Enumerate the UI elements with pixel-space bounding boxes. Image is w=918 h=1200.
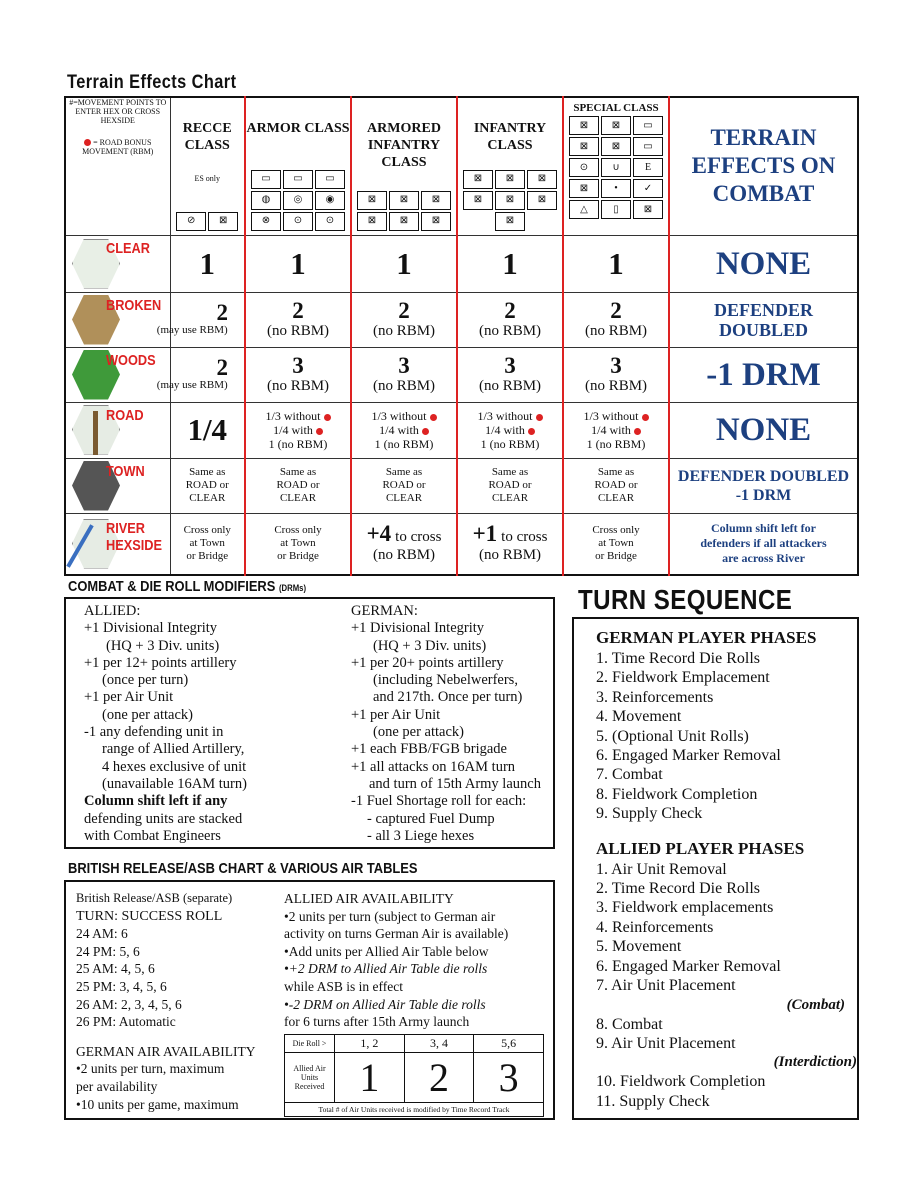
- broken-armor: 2 (no RBM): [245, 292, 351, 347]
- allied-phase: 1. Air Unit Removal: [596, 860, 727, 878]
- special-unit-icon: •: [601, 179, 631, 198]
- air-roll: 3, 4: [404, 1035, 474, 1053]
- allied-phase: 9. Air Unit Placement: [596, 1034, 736, 1052]
- air-table-footnote: Total # of Air Units received is modified by Time Record Track: [285, 1103, 544, 1117]
- woods-recce: 2 (may use RBM): [170, 347, 245, 402]
- german-phase: 9. Supply Check: [596, 805, 703, 823]
- clear-effect: NONE: [669, 235, 858, 292]
- rbm-dot-icon: [642, 414, 649, 421]
- german-air-title: GERMAN AIR AVAILABILITY: [76, 1043, 256, 1059]
- allied-phase: 5. Movement: [596, 938, 682, 956]
- rbm-dot-icon: [528, 428, 535, 435]
- british-release-box: [64, 880, 555, 1120]
- woods-armored-infantry: 3 (no RBM): [351, 347, 457, 402]
- special-unit-icon: ⊙: [569, 158, 599, 177]
- rbm-dot-icon: [634, 428, 641, 435]
- river-armored-infantry: +4 to cross (no RBM): [351, 513, 457, 575]
- release-roll: 26 AM: 2, 3, 4, 5, 6: [76, 996, 182, 1012]
- row-river-hexside: [65, 513, 858, 575]
- german-phase: 7. Combat: [596, 766, 663, 784]
- terrain-effects-chart: [64, 96, 859, 576]
- header-armored-infantry: [351, 97, 457, 235]
- town-armor: Same as ROAD or CLEAR: [245, 458, 351, 513]
- armor-unit-icon: ◎: [283, 191, 313, 210]
- armor-unit-icon: ▭: [315, 170, 345, 189]
- infantry-unit-icon: ⊠: [495, 212, 525, 231]
- air-units: 3: [474, 1053, 544, 1103]
- row-clear: [65, 235, 858, 292]
- rbm-dot-icon: [316, 428, 323, 435]
- river-infantry: +1 to cross (no RBM): [457, 513, 563, 575]
- allied-phase: 3. Fieldwork emplacements: [596, 899, 774, 917]
- allied-air-table: [284, 1034, 544, 1117]
- road-special: 1/3 without 1/4 with 1 (no RBM): [563, 402, 669, 458]
- infantry-unit-icon: ⊠: [495, 170, 525, 189]
- recce-unit-icon: ⊠: [208, 212, 238, 231]
- special-unit-icon: ∪: [601, 158, 631, 177]
- terrain-effects-on-combat-header: TERRAIN EFFECTS ON COMBAT: [669, 97, 858, 235]
- town-recce: Same as ROAD or CLEAR: [170, 458, 245, 513]
- class-armor: ARMOR CLASS: [246, 121, 350, 136]
- special-unit-icon: ⊠: [601, 137, 631, 156]
- armor-unit-icon: ▭: [251, 170, 281, 189]
- row-broken: [65, 292, 858, 347]
- legend-rbm: = ROAD BONUS MOVEMENT (RBM): [82, 137, 154, 156]
- river-armor: Cross only at Town or Bridge: [245, 513, 351, 575]
- row-town: [65, 458, 858, 513]
- infantry-unit-icon: ⊠: [495, 191, 525, 210]
- allied-phase: 11. Supply Check: [596, 1092, 710, 1110]
- terrain-broken: BROKEN: [65, 292, 170, 347]
- armored-infantry-unit-icon: ⊠: [389, 212, 419, 231]
- road-effect: NONE: [669, 402, 858, 458]
- rbm-dot-icon: [422, 428, 429, 435]
- clear-special: 1: [563, 235, 669, 292]
- german-phase: 1. Time Record Die Rolls: [596, 650, 761, 667]
- special-unit-icon: ✓: [633, 179, 663, 198]
- road-infantry: 1/3 without 1/4 with 1 (no RBM): [457, 402, 563, 458]
- recce-unit-icon: ⊘: [176, 212, 206, 231]
- armor-unit-icon: ⊙: [283, 212, 313, 231]
- woods-armor: 3 (no RBM): [245, 347, 351, 402]
- broken-recce: 2 (may use RBM): [170, 292, 245, 347]
- town-armored-infantry: Same as ROAD or CLEAR: [351, 458, 457, 513]
- clear-armored-infantry: 1: [351, 235, 457, 292]
- special-unit-icon: ⊠: [569, 137, 599, 156]
- clear-infantry: 1: [457, 235, 563, 292]
- town-infantry: Same as ROAD or CLEAR: [457, 458, 563, 513]
- special-unit-icon: ▯: [601, 200, 631, 219]
- turn-sequence-box: [572, 617, 859, 1120]
- rbm-dot-icon: [324, 414, 331, 421]
- woods-infantry: 3 (no RBM): [457, 347, 563, 402]
- british-release-table: British Release/ASB (separate) TURN: SUCCESS ROLL 24 AM: 6 24 PM: 5, 6 25 AM: 4, 5, 6 25 PM: 3, 4, 5, 6 26 AM: 2, 3, 4, 5, 6 26 PM: Automatic GERMAN AIR AVAILABILITY •2 units per turn, maximum per availability •10 units per game, maximum: [76, 891, 256, 1112]
- clear-armor: 1: [245, 235, 351, 292]
- infantry-unit-icon: ⊠: [527, 191, 557, 210]
- british-release-title: BRITISH RELEASE/ASB CHART & VARIOUS AIR TABLES: [68, 860, 418, 877]
- town-effect: DEFENDER DOUBLED -1 DRM: [669, 458, 858, 513]
- river-effect: Column shift left for defenders if all attackers are across River: [669, 513, 858, 575]
- air-roll: 1, 2: [335, 1035, 405, 1053]
- special-unit-icon: ⊠: [569, 179, 599, 198]
- allied-phase: 7. Air Unit Placement: [596, 977, 736, 995]
- terrain-river-hexside: RIVER HEXSIDE: [65, 513, 170, 575]
- allied-phase: 10. Fieldwork Completion: [596, 1073, 766, 1091]
- infantry-unit-icon: ⊠: [527, 170, 557, 189]
- air-units: 1: [335, 1053, 405, 1103]
- terrain-woods: WOODS: [65, 347, 170, 402]
- row-woods: [65, 347, 858, 402]
- german-phase: 2. Fieldwork Emplacement: [596, 669, 770, 687]
- rbm-dot-icon: [84, 139, 91, 146]
- broken-effect: DEFENDER DOUBLED: [669, 292, 858, 347]
- allied-phase: 4. Reinforcements: [596, 918, 714, 936]
- river-recce: Cross only at Town or Bridge: [170, 513, 245, 575]
- header-infantry: [457, 97, 563, 235]
- class-recce: RECCE CLASS: [182, 121, 232, 153]
- combat-modifiers-title: COMBAT & DIE ROLL MODIFIERS (DRMs): [68, 578, 307, 595]
- armored-infantry-unit-icon: ⊠: [357, 212, 387, 231]
- german-phase: 8. Fieldwork Completion: [596, 785, 758, 803]
- combat-modifiers-box: [64, 597, 555, 849]
- terrain-town: TOWN: [65, 458, 170, 513]
- terrain-clear: CLEAR: [65, 235, 170, 292]
- clear-recce: 1: [170, 235, 245, 292]
- es-only-note: ES only: [194, 174, 221, 183]
- river-special: Cross only at Town or Bridge: [563, 513, 669, 575]
- allied-phases-title: ALLIED PLAYER PHASES: [596, 838, 805, 858]
- armor-unit-icon: ⊙: [315, 212, 345, 231]
- legend-mp: #=MOVEMENT POINTS TO ENTER HEX OR CROSS HEXSIDE: [69, 98, 167, 126]
- rbm-dot-icon: [430, 414, 437, 421]
- units-label: Allied Air Units Received: [285, 1053, 335, 1103]
- special-unit-icon: ▭: [633, 116, 663, 135]
- german-phase: 5. (Optional Unit Rolls): [596, 727, 749, 745]
- air-units: 2: [404, 1053, 474, 1103]
- terrain-road: ROAD: [65, 402, 170, 458]
- allied-phase: 2. Time Record Die Rolls: [596, 880, 761, 898]
- special-unit-icon: ⊠: [601, 116, 631, 135]
- special-unit-icon: ⊠: [569, 116, 599, 135]
- combat-note: (Combat): [786, 996, 845, 1013]
- class-infantry: INFANTRY CLASS: [473, 121, 547, 153]
- armor-unit-icon: ⊗: [251, 212, 281, 231]
- german-phase: 3. Reinforcements: [596, 688, 714, 706]
- road-recce: 1/4: [170, 402, 245, 458]
- german-phase: 4. Movement: [596, 708, 682, 726]
- german-phase: 6. Engaged Marker Removal: [596, 747, 781, 765]
- special-unit-icon: △: [569, 200, 599, 219]
- armored-infantry-unit-icon: ⊠: [389, 191, 419, 210]
- allied-modifiers: ALLIED: +1 Divisional Integrity (HQ + 3 Div. units) +1 per 12+ points artillery (once per turn) +1 per Air Unit (one per attack) -1 any defending unit in range of Allied Artillery, 4 hexes exclusive of unit (unavailable 16AM turn) Column shift left if any defending units are stacked with Combat Engineers: [84, 603, 247, 844]
- road-armored-infantry: 1/3 without 1/4 with 1 (no RBM): [351, 402, 457, 458]
- infantry-unit-icon: ⊠: [463, 191, 493, 210]
- class-special: SPECIAL CLASS: [573, 102, 659, 114]
- allied-phase: 8. Combat: [596, 1015, 663, 1033]
- allied-phase: 6. Engaged Marker Removal: [596, 957, 781, 975]
- infantry-unit-icon: ⊠: [463, 170, 493, 189]
- release-roll: 26 PM: Automatic: [76, 1014, 176, 1030]
- header-armor: [245, 97, 351, 235]
- release-roll: 24 AM: 6: [76, 926, 128, 942]
- special-unit-icon: ▭: [633, 137, 663, 156]
- armor-unit-icon: ◍: [251, 191, 281, 210]
- air-roll: 5,6: [474, 1035, 544, 1053]
- release-roll: 25 PM: 3, 4, 5, 6: [76, 978, 167, 994]
- armored-infantry-unit-icon: ⊠: [421, 191, 451, 210]
- armor-unit-icon: ▭: [283, 170, 313, 189]
- road-line-icon: [93, 411, 98, 455]
- rbm-dot-icon: [536, 414, 543, 421]
- town-special: Same as ROAD or CLEAR: [563, 458, 669, 513]
- allied-air-title: ALLIED AIR AVAILABILITY: [284, 891, 454, 906]
- header-recce: [170, 97, 245, 235]
- header-special: [563, 97, 669, 235]
- special-unit-icon: E: [633, 158, 663, 177]
- armor-unit-icon: ◉: [315, 191, 345, 210]
- interdiction-note: (Interdiction): [773, 1054, 857, 1071]
- armored-infantry-unit-icon: ⊠: [357, 191, 387, 210]
- release-roll: 25 AM: 4, 5, 6: [76, 961, 155, 977]
- broken-armored-infantry: 2 (no RBM): [351, 292, 457, 347]
- die-roll-label: Die Roll >: [285, 1035, 335, 1053]
- broken-infantry: 2 (no RBM): [457, 292, 563, 347]
- woods-special: 3 (no RBM): [563, 347, 669, 402]
- german-phases-title: GERMAN PLAYER PHASES: [596, 628, 817, 647]
- terrain-effects-chart-title: Terrain Effects Chart: [67, 72, 237, 93]
- turn-sequence-title: TURN SEQUENCE: [578, 584, 793, 615]
- legend-cell: [65, 97, 170, 235]
- release-roll: 24 PM: 5, 6: [76, 943, 140, 959]
- broken-special: 2 (no RBM): [563, 292, 669, 347]
- special-unit-icon: ⊠: [633, 200, 663, 219]
- row-road: [65, 402, 858, 458]
- class-armored-infantry: ARMORED INFANTRY CLASS: [367, 121, 441, 170]
- allied-air-availability: ALLIED AIR AVAILABILITY •2 units per turn (subject to German air activity on turns German Air is available) •Add units per Allied Air Table below •+2 DRM to Allied Air Table die rolls while ASB is in effect •-2 DRM on Allied Air Table die rolls for 6 turns after 15th Army launch: [284, 891, 509, 1030]
- woods-effect: -1 DRM: [669, 347, 858, 402]
- german-modifiers: GERMAN: +1 Divisional Integrity (HQ + 3 Div. units) +1 per 20+ points artillery (including Nebelwerfers, and 217th. Once per turn) +1 per Air Unit (one per attack) +1 each FBB/FGB brigade +1 all attacks on 16AM turn and turn of 15th Army launch -1 Fuel Shortage roll for each: - captured Fuel Dump - all 3 Liege hexes: [351, 603, 541, 844]
- armored-infantry-unit-icon: ⊠: [421, 212, 451, 231]
- road-armor: 1/3 without 1/4 with 1 (no RBM): [245, 402, 351, 458]
